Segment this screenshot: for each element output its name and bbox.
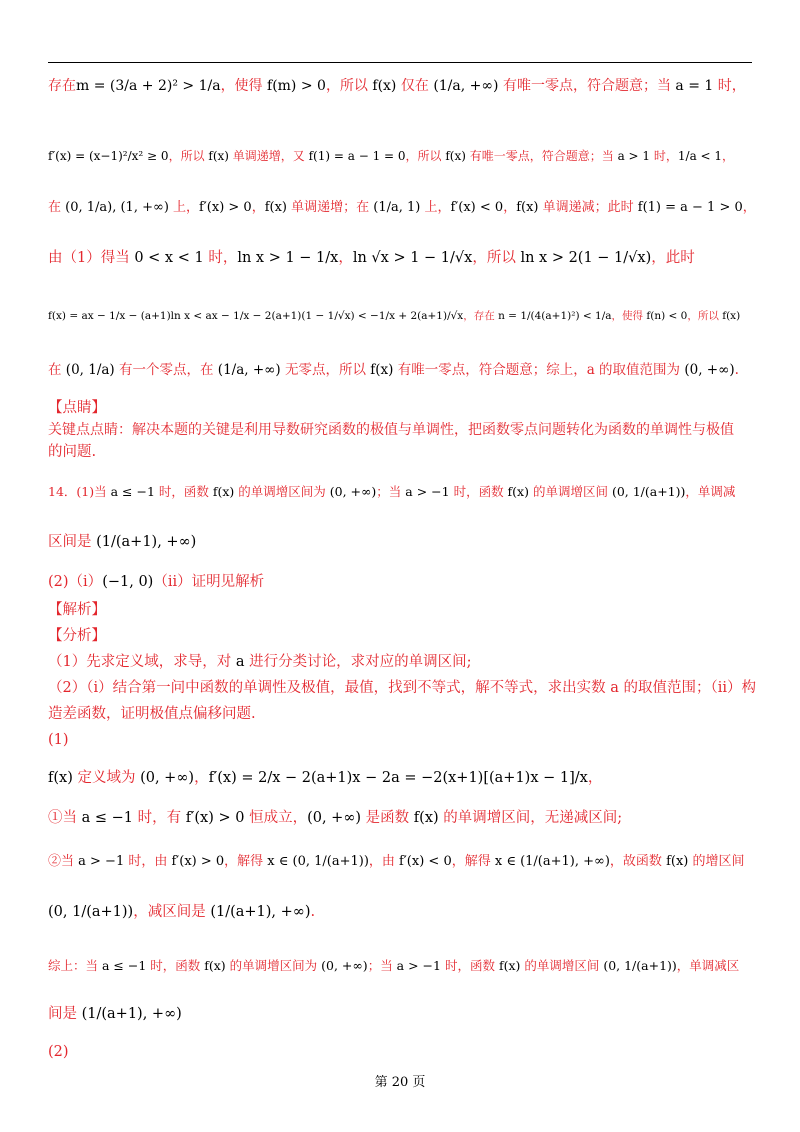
text-segment: 有一个零点，在: [114, 362, 218, 378]
text-segment: 的单调增区间，无递减区间;: [438, 810, 623, 826]
text-segment: 有唯一零点，符合题意；当: [498, 78, 676, 94]
text-line: [48, 306, 756, 326]
math-expression: (0, +∞): [321, 958, 368, 973]
math-expression: f′(x) > 0: [199, 200, 252, 215]
text-segment: 综上：当: [48, 958, 102, 973]
math-expression: f(x): [204, 958, 226, 973]
text-segment: ，所以: [472, 250, 521, 266]
text-segment: 造差函数，证明极值点偏移问题.: [48, 706, 256, 722]
text-line: [48, 902, 756, 922]
text-segment: （2）（i）结合第一问中函数的单调性及极值，最值，找到不等式，解不等式，求出实数: [48, 680, 611, 696]
math-expression: (0, 1/(a+1)): [611, 484, 686, 499]
text-segment: 存在: [48, 78, 76, 94]
text-segment: （1）先求定义域，求导，对: [48, 654, 236, 670]
text-segment: 有唯一零点，符合题意；当: [465, 149, 618, 163]
text-segment: 的取值范围为: [594, 362, 685, 378]
text-segment: 的单调增区间为: [225, 958, 322, 973]
text-segment: 时，函数: [154, 484, 213, 499]
math-expression: 0 < x < 1: [134, 250, 204, 266]
text-line: [48, 652, 756, 672]
math-expression: x ∈ (0, 1/(a+1)): [267, 854, 369, 869]
text-segment: ，单调减: [685, 484, 736, 499]
text-segment: ，存在: [463, 310, 499, 322]
math-expression: a: [235, 654, 245, 670]
math-expression: (0, +∞): [684, 362, 735, 378]
math-expression: f′(x) = (x−1)²/x² ≥ 0: [48, 149, 169, 163]
text-segment: 在: [48, 200, 66, 215]
text-line: [48, 600, 756, 620]
math-expression: (1/(a+1), +∞): [96, 534, 197, 550]
math-expression: (0, +∞): [140, 770, 195, 786]
text-line: [48, 482, 756, 502]
math-expression: f(x): [212, 484, 235, 499]
text-segment: ，所以: [325, 78, 373, 94]
math-expression: f′(x) < 0: [399, 854, 452, 869]
math-expression: a > −1: [405, 484, 450, 499]
math-expression: a ≤ −1: [110, 484, 155, 499]
math-expression: f(x): [507, 484, 529, 499]
text-segment: ，单调减区: [676, 958, 740, 973]
text-line: [48, 704, 756, 724]
text-segment: ，由: [368, 854, 400, 869]
text-segment: ，: [503, 200, 517, 215]
text-line: [48, 1042, 756, 1062]
math-expression: f(x): [666, 854, 689, 869]
text-segment: .: [310, 904, 316, 920]
text-line: [48, 852, 756, 872]
text-line: [48, 398, 756, 418]
math-expression: f(x): [264, 200, 288, 215]
math-expression: 1/a < 1: [677, 149, 723, 163]
text-segment: 单调递增，又: [228, 149, 309, 163]
text-segment: 的单调增区间为: [234, 484, 330, 499]
text-line: [48, 360, 756, 380]
math-expression: f(x): [372, 78, 397, 94]
text-segment: 区间是: [48, 534, 97, 550]
text-segment: 间是: [48, 1006, 82, 1022]
text-segment: ，: [722, 149, 735, 163]
text-segment: ，使得: [220, 78, 268, 94]
text-segment: 单调递增；在: [287, 200, 374, 215]
text-segment: a: [586, 362, 595, 378]
text-line: [48, 808, 756, 828]
math-expression: (0, 1/(a+1)): [603, 958, 677, 973]
math-expression: (1/a, 1): [373, 200, 421, 215]
text-segment: 的单调增区间: [520, 958, 604, 973]
math-expression: m = (3/a + 2)² > 1/a: [76, 78, 221, 94]
text-segment: 时，: [650, 149, 678, 163]
text-segment: 是函数: [361, 810, 414, 826]
text-line: [48, 768, 756, 788]
text-segment: (2)（i）: [48, 574, 103, 590]
math-expression: f(x): [498, 958, 521, 973]
text-segment: ①当: [48, 810, 82, 826]
math-expression: (−1, 0): [102, 574, 154, 590]
text-line: [48, 146, 756, 166]
text-line: [48, 1004, 756, 1024]
math-expression: f(x): [370, 362, 394, 378]
math-expression: a ≤ −1: [81, 810, 133, 826]
math-expression: f′(x) = 2/x − 2(a+1)x − 2a = −2(x+1)[(a+1)x − 1]/x: [208, 770, 588, 786]
text-segment: （ii）证明见解析: [153, 574, 265, 590]
text-segment: 时，有: [133, 810, 186, 826]
math-expression: f(x): [722, 310, 741, 322]
text-segment: 在: [48, 362, 66, 378]
math-expression: f(x): [413, 810, 439, 826]
text-segment: 时，函数: [146, 958, 205, 973]
text-line: [48, 76, 756, 96]
text-segment: 时，: [713, 78, 746, 94]
text-segment: ；当: [367, 958, 397, 973]
math-expression: f(x) = ax − 1/x − (a+1)ln x < ax − 1/x − 2(a+1)(1 − 1/√x) < −1/x + 2(a+1)/√x: [48, 310, 464, 322]
math-expression: f(1) = a − 1 > 0: [637, 200, 743, 215]
text-segment: ；当: [376, 484, 406, 499]
math-expression: ln x > 2(1 − 1/√x): [520, 250, 652, 266]
text-segment: 时，: [203, 250, 238, 266]
text-segment: 单调递减；此时: [538, 200, 638, 215]
text-line: [48, 572, 756, 592]
math-expression: ln x > 1 − 1/x: [237, 250, 339, 266]
math-expression: (0, +∞): [307, 810, 362, 826]
math-expression: (1/(a+1), +∞): [81, 1006, 182, 1022]
math-expression: a > −1: [78, 854, 125, 869]
math-expression: f(x): [445, 149, 466, 163]
page-number: 第 20 页: [374, 1075, 426, 1090]
text-segment: 【解析】: [48, 602, 106, 618]
math-expression: a = 1: [675, 78, 714, 94]
text-segment: 时，函数: [440, 958, 499, 973]
text-segment: 【点睛】: [48, 400, 106, 416]
text-segment: ，: [251, 200, 265, 215]
text-segment: 时，由: [124, 854, 172, 869]
text-line: [48, 442, 756, 462]
text-segment: 时，函数: [449, 484, 508, 499]
text-segment: ，: [742, 200, 756, 215]
text-segment: 的增区间: [688, 854, 745, 869]
math-expression: (1/(a+1), +∞): [210, 904, 311, 920]
text-segment: ，: [194, 770, 209, 786]
math-expression: f(x): [516, 200, 539, 215]
math-expression: (0, 1/a), (1, +∞): [65, 200, 169, 215]
math-expression: a > −1: [396, 958, 441, 973]
text-line: [48, 248, 756, 268]
math-expression: a > 1: [617, 149, 651, 163]
text-line: [48, 198, 756, 218]
math-expression: f(x): [48, 770, 73, 786]
math-expression: f(1) = a − 1 = 0: [308, 149, 406, 163]
text-segment: ，故函数: [609, 854, 667, 869]
text-segment: ，: [338, 250, 353, 266]
math-expression: f′(x) > 0: [171, 854, 225, 869]
text-line: [48, 532, 756, 552]
math-expression: n = 1/(4(a+1)²) < 1/a: [498, 310, 612, 322]
text-line: [48, 420, 756, 440]
text-segment: 关键点点睛：解决本题的关键是利用导数研究函数的极值与单调性，把函数零点问题转化为函数的单调性与极值: [48, 422, 734, 438]
text-segment: ，所以: [687, 310, 723, 322]
math-expression: f′(x) < 0: [450, 200, 504, 215]
text-line: [48, 956, 756, 976]
text-segment: ，所以: [405, 149, 446, 163]
math-expression: (0, +∞): [329, 484, 377, 499]
text-segment: 无零点，所以: [280, 362, 371, 378]
text-line: [48, 730, 756, 750]
text-segment: a: [610, 680, 619, 696]
text-segment: ，此时: [651, 250, 695, 266]
text-segment: 有唯一零点，符合题意；综上，: [393, 362, 587, 378]
text-segment: ，: [587, 770, 603, 786]
text-segment: 由（1）得当: [48, 250, 135, 266]
text-segment: 的单调增区间: [528, 484, 612, 499]
math-expression: (0, 1/(a+1)): [48, 904, 134, 920]
text-segment: ②当: [48, 854, 79, 869]
text-segment: 进行分类讨论，求对应的单调区间;: [244, 654, 472, 670]
text-segment: 的取值范围；（ii）构: [618, 680, 757, 696]
text-segment: 仅在: [396, 78, 434, 94]
math-expression: x ∈ (1/(a+1), +∞): [494, 854, 610, 869]
header-rule: [48, 62, 752, 63]
text-segment: 14．(1)当: [48, 484, 111, 499]
text-segment: 上，: [168, 200, 200, 215]
math-expression: (1/a, +∞): [433, 78, 499, 94]
text-segment: ，减区间是: [133, 904, 211, 920]
text-segment: ，解得: [451, 854, 495, 869]
text-line: [48, 678, 756, 698]
math-expression: f(m) > 0: [267, 78, 326, 94]
text-segment: (2): [48, 1044, 69, 1060]
math-expression: (0, 1/a): [65, 362, 115, 378]
math-expression: f(x): [208, 149, 229, 163]
math-expression: f(n) < 0: [646, 310, 688, 322]
text-line: [48, 626, 756, 646]
text-segment: ，所以: [168, 149, 209, 163]
text-segment: ，使得: [611, 310, 647, 322]
math-expression: ln √x > 1 − 1/√x: [352, 250, 473, 266]
math-expression: f′(x) > 0: [185, 810, 245, 826]
text-segment: 的问题.: [48, 444, 97, 460]
text-segment: 【分析】: [48, 628, 106, 644]
text-segment: (1): [48, 732, 69, 748]
text-segment: 恒成立，: [244, 810, 308, 826]
text-segment: 上，: [420, 200, 451, 215]
text-segment: 定义域为: [72, 770, 141, 786]
math-expression: (1/a, +∞): [217, 362, 281, 378]
text-segment: ，解得: [224, 854, 268, 869]
text-segment: .: [734, 362, 739, 378]
math-expression: a ≤ −1: [101, 958, 147, 973]
